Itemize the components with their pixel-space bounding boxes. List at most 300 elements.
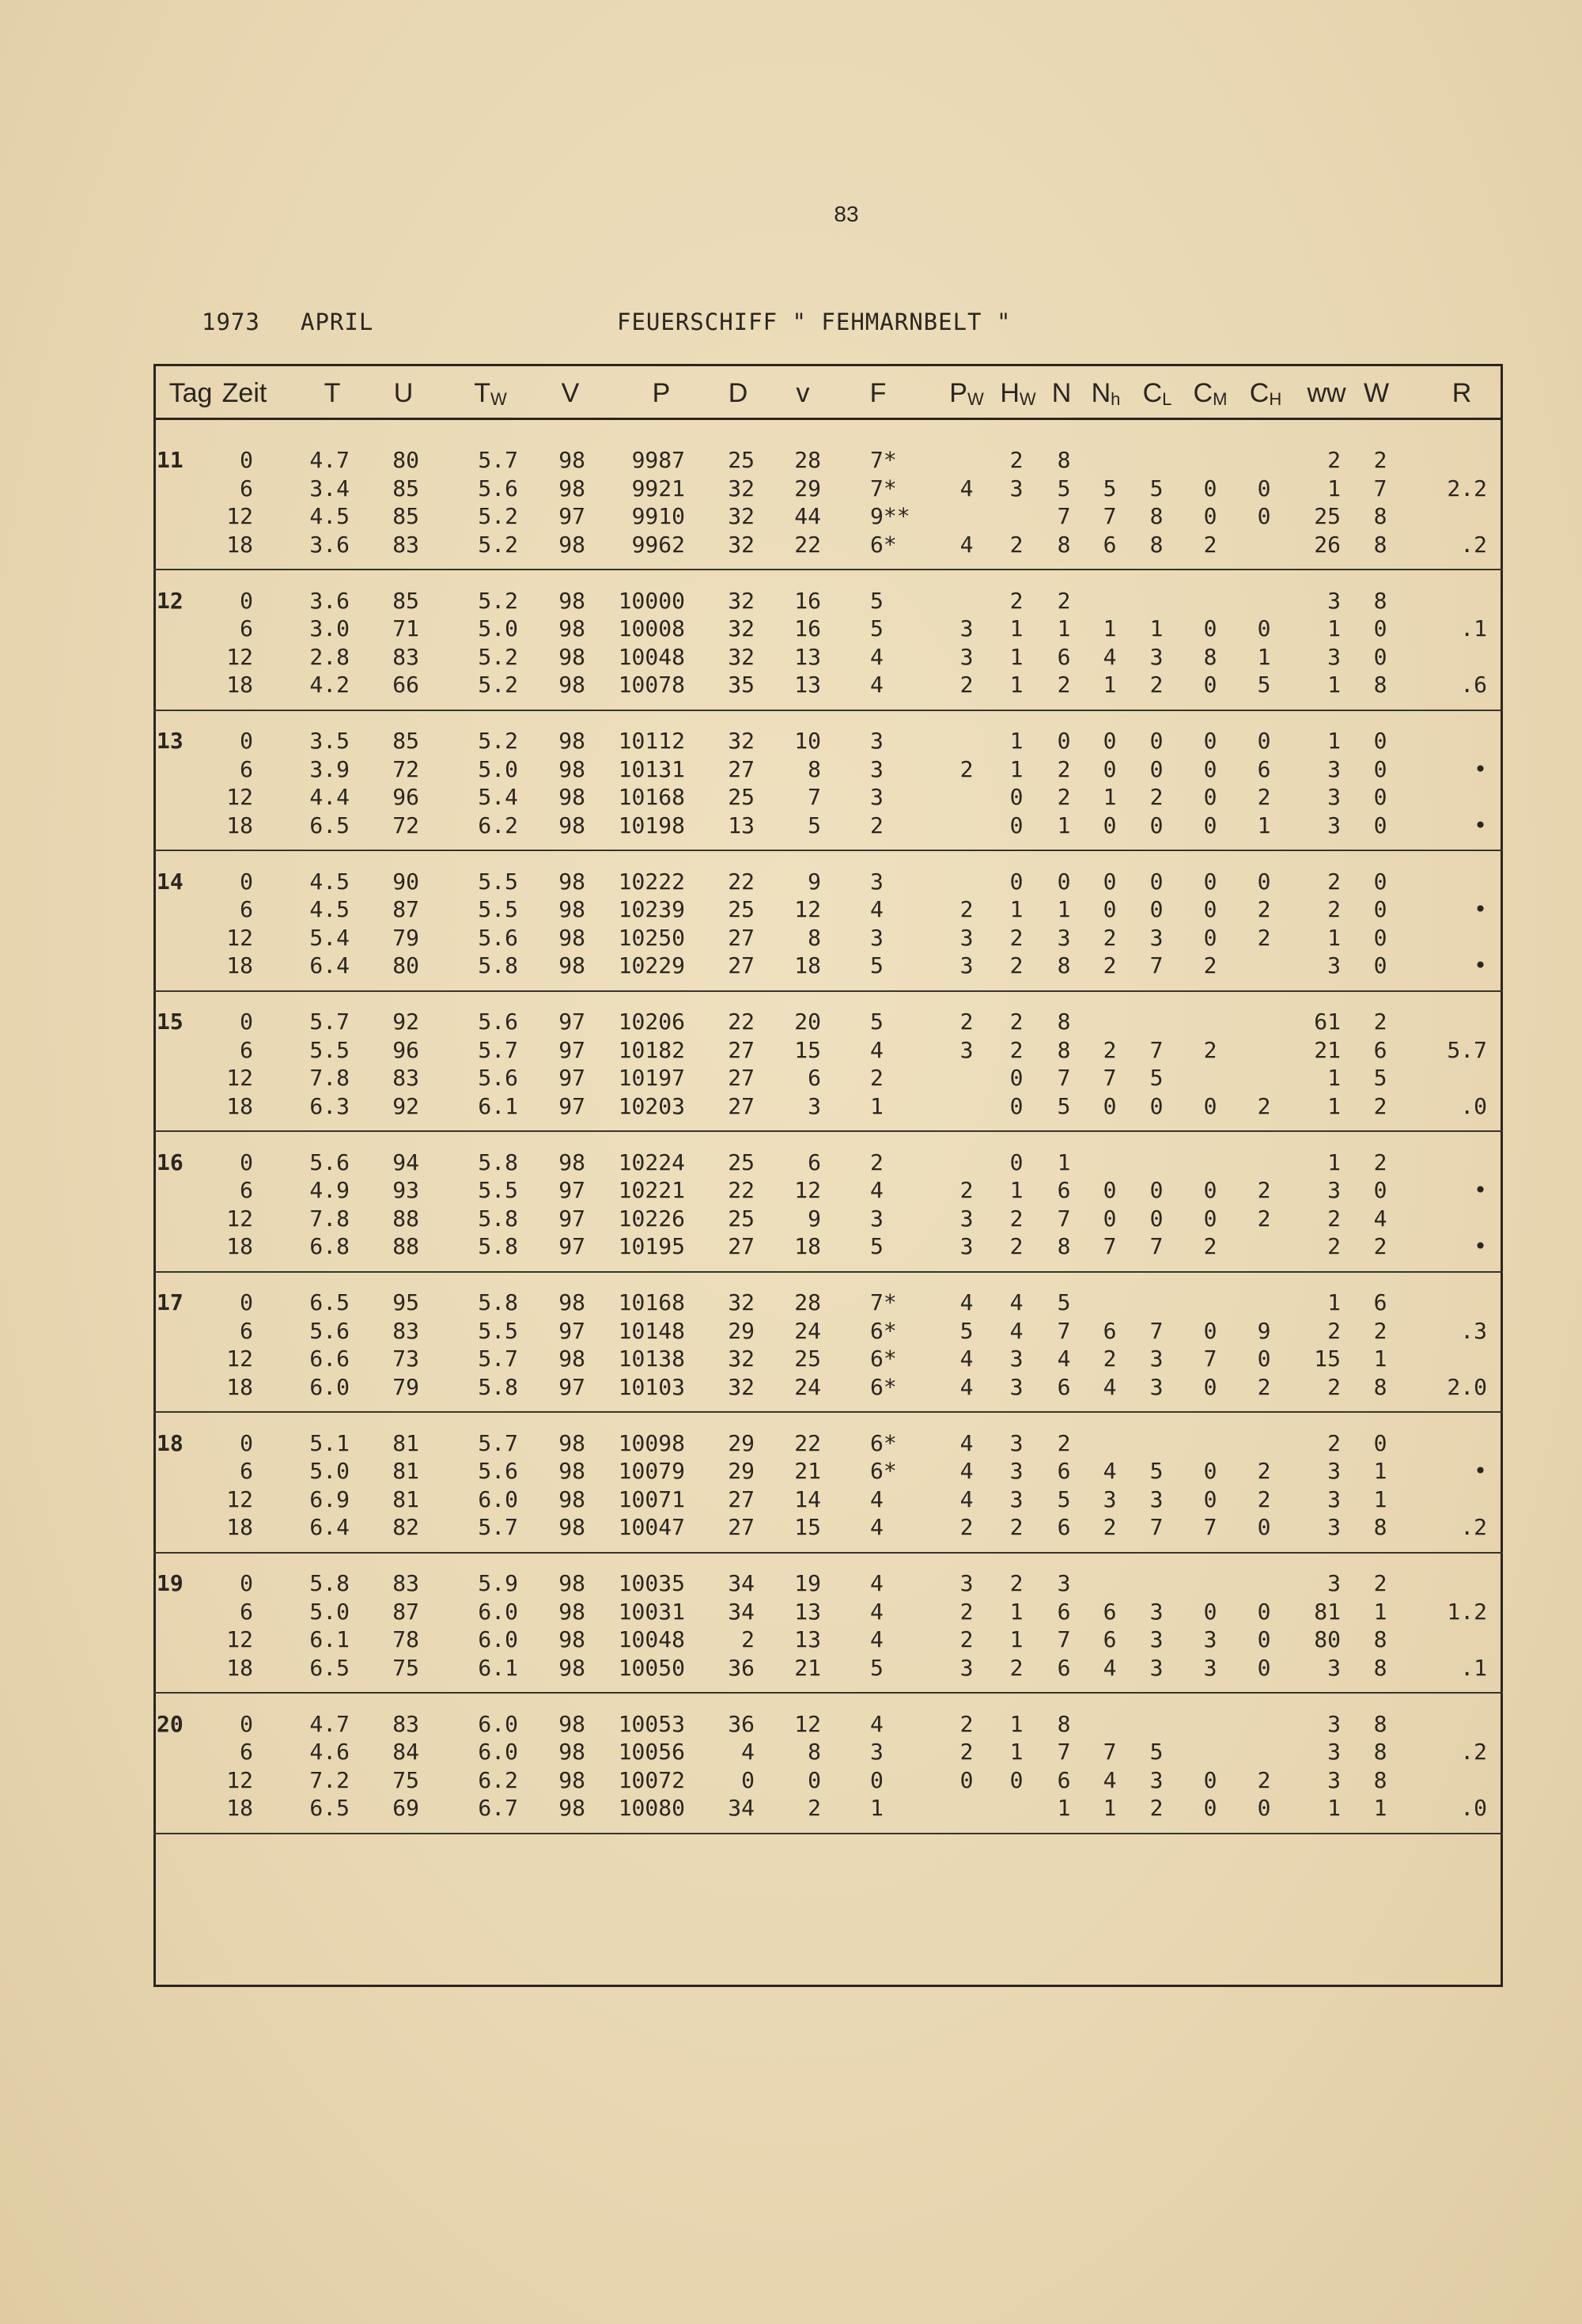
day-tag: 12 (157, 587, 184, 614)
table-cell: 0 (1203, 1317, 1217, 1344)
table-cell: 1 (1009, 755, 1024, 782)
table-cell: 0 (870, 1766, 884, 1793)
table-cell: 0 (1057, 868, 1071, 895)
table-cell: 3 (1009, 1373, 1024, 1400)
table-cell: 7 (1103, 503, 1117, 529)
table-cell: 0 (1373, 728, 1387, 754)
table-cell: 88 (392, 1205, 419, 1232)
table-cell: 5 (870, 1009, 884, 1035)
table-cell: 0 (959, 1766, 974, 1793)
table-cell: 5.7 (478, 1514, 518, 1540)
table-cell: 3 (870, 728, 884, 754)
table-cell: 98 (558, 1739, 585, 1765)
table-cell: 0 (240, 1009, 253, 1035)
table-cell: 0 (1257, 1654, 1271, 1681)
table-cell: 6.9 (309, 1486, 350, 1512)
table-cell: 10168 (618, 784, 685, 810)
table-cell: 8 (1057, 1710, 1071, 1737)
table-cell: 2 (1257, 1486, 1271, 1512)
table-cell: 0 (1203, 1795, 1217, 1821)
table-cell: 2 (870, 1065, 884, 1091)
table-cell: 1 (1373, 1795, 1387, 1821)
table-cell: 98 (558, 672, 585, 698)
table-cell: 10079 (618, 1458, 685, 1484)
table-cell: 10197 (618, 1065, 685, 1091)
table-cell: 10098 (618, 1429, 685, 1456)
table-cell: 7.8 (309, 1205, 350, 1232)
table-cell: 15 (794, 1036, 821, 1063)
table-cell: 7 (1203, 1514, 1217, 1540)
table-cell: 12 (794, 1710, 821, 1737)
table-cell: .0 (1460, 1795, 1487, 1821)
table-cell: 6.5 (309, 1289, 350, 1315)
table-cell: 10112 (618, 728, 685, 754)
table-cell: 6 (808, 1065, 821, 1091)
table-cell: 3 (1327, 1766, 1341, 1793)
table-cell: 44 (794, 503, 821, 529)
table-cell: 5 (1057, 1289, 1071, 1315)
table-cell: 6.8 (309, 1233, 350, 1259)
table-cell: 3 (959, 643, 974, 670)
table-cell: 22 (794, 1429, 821, 1456)
table-cell: 10048 (618, 643, 685, 670)
col-header-v-lower: v (796, 378, 810, 408)
table-cell: 7 (1203, 1346, 1217, 1372)
table-cell: 1 (1057, 812, 1071, 838)
table-cell: 25 (728, 784, 755, 810)
table-cell: 12 (226, 643, 253, 670)
table-cell: 2 (959, 1626, 974, 1652)
table-cell: 7.2 (309, 1766, 350, 1793)
table-cell: 4 (870, 1710, 884, 1737)
col-header-t: T (324, 378, 341, 408)
table-cell: 7 (1057, 503, 1071, 529)
table-cell: 3 (1327, 1458, 1341, 1484)
table-cell: • (1474, 1233, 1487, 1259)
table-cell: 78 (392, 1626, 419, 1652)
table-cell: 96 (392, 784, 419, 810)
table-cell: 2 (1203, 531, 1217, 558)
day-tag: 14 (157, 868, 184, 895)
table-cell: 1 (1257, 812, 1271, 838)
table-cell: 3 (1009, 1429, 1024, 1456)
table-cell: 3 (1327, 1486, 1341, 1512)
table-cell: 61 (1314, 1009, 1341, 1035)
table-cell: 9987 (631, 447, 685, 473)
table-cell: 8 (1373, 1710, 1387, 1737)
table-cell: 0 (240, 1710, 253, 1737)
table-cell: 3.6 (309, 587, 350, 614)
table-cell: 3 (1327, 1654, 1341, 1681)
table-cell: 0 (240, 1570, 253, 1596)
table-cell: 10229 (618, 952, 685, 978)
table-cell: 27 (728, 924, 755, 951)
table-cell: 6.0 (478, 1626, 518, 1652)
table-cell: 3 (1149, 924, 1164, 951)
table-cell: 2 (1327, 1429, 1341, 1456)
table-cell: 1 (1327, 672, 1341, 698)
table-cell: 0 (1103, 812, 1117, 838)
table-cell: 2 (959, 896, 974, 922)
table-cell: 25 (728, 896, 755, 922)
table-cell: 18 (226, 672, 253, 698)
table-cell: 28 (794, 1289, 821, 1315)
table-cell: 0 (1257, 1795, 1271, 1821)
table-cell: 98 (558, 868, 585, 895)
table-cell: 83 (392, 1317, 419, 1344)
table-cell: 97 (558, 1205, 585, 1232)
table-cell: 1 (1327, 1065, 1341, 1091)
table-cell: 8 (1373, 1654, 1387, 1681)
table-cell: 81 (392, 1429, 419, 1456)
table-cell: 32 (728, 728, 755, 754)
table-cell: 3 (959, 1205, 974, 1232)
table-cell: 12 (794, 896, 821, 922)
table-cell: 13 (794, 1626, 821, 1652)
group-separator (153, 1692, 1503, 1694)
table-cell: 5.2 (478, 587, 518, 614)
header-separator (153, 418, 1503, 420)
table-cell: 97 (558, 1009, 585, 1035)
table-cell: 0 (1203, 728, 1217, 754)
table-cell: 0 (1203, 868, 1217, 895)
table-cell: 2 (1257, 924, 1271, 951)
table-cell: 0 (1009, 1092, 1024, 1119)
table-cell: 26 (1314, 531, 1341, 558)
table-cell: 0 (1203, 1458, 1217, 1484)
table-cell: 32 (728, 615, 755, 642)
table-cell: 5.4 (309, 924, 350, 951)
table-cell: 83 (392, 1570, 419, 1596)
table-cell: 5.4 (478, 784, 518, 810)
table-cell: 98 (558, 1429, 585, 1456)
table-cell: 3 (1327, 952, 1341, 978)
table-cell: 27 (728, 1092, 755, 1119)
table-cell: 1 (1327, 615, 1341, 642)
table-cell: 3 (870, 784, 884, 810)
header-title: FEUERSCHIFF " FEHMARNBELT " (617, 308, 1012, 335)
table-cell: 2 (1103, 1346, 1117, 1372)
table-cell: 10203 (618, 1092, 685, 1119)
table-cell: 3 (870, 1739, 884, 1765)
table-cell: • (1474, 952, 1487, 978)
col-header-u: U (393, 378, 414, 408)
table-cell: 2 (1009, 587, 1024, 614)
table-cell: 2 (1057, 784, 1071, 810)
col-header-tag: Tag (168, 378, 213, 408)
table-cell: 2 (1103, 952, 1117, 978)
table-cell: • (1474, 896, 1487, 922)
table-cell: 10222 (618, 868, 685, 895)
table-cell: 12 (226, 1346, 253, 1372)
col-header-r: R (1451, 378, 1472, 408)
table-cell: 85 (392, 587, 419, 614)
table-cell: 6.5 (309, 1654, 350, 1681)
table-cell: 4 (870, 1570, 884, 1596)
group-separator (153, 1271, 1503, 1273)
table-cell: 80 (392, 447, 419, 473)
table-cell: 3 (1149, 643, 1164, 670)
table-cell: .0 (1460, 1092, 1487, 1119)
table-cell: 34 (728, 1795, 755, 1821)
table-cell: 6 (1103, 531, 1117, 558)
table-cell: 0 (1373, 952, 1387, 978)
table-cell: 36 (728, 1710, 755, 1737)
table-cell: 5.6 (309, 1149, 350, 1175)
table-cell: 5.6 (478, 475, 518, 502)
table-cell: 1 (1327, 1149, 1341, 1175)
header-year: 1973 (202, 308, 260, 335)
table-cell: 24 (794, 1317, 821, 1344)
table-cell: 1 (1373, 1486, 1387, 1512)
table-cell: 98 (558, 1710, 585, 1737)
table-cell: 6 (1373, 1036, 1387, 1063)
table-cell: 1.2 (1447, 1598, 1487, 1625)
table-cell: 3.6 (309, 531, 350, 558)
table-cell: 1 (1009, 643, 1024, 670)
table-cell: 8 (1373, 531, 1387, 558)
table-cell: 27 (728, 1486, 755, 1512)
table-cell: 0 (1149, 728, 1164, 754)
table-cell: 0 (1373, 1177, 1387, 1203)
table-cell: 2 (959, 755, 974, 782)
table-cell: 2 (1257, 1092, 1271, 1119)
table-cell: 6.3 (309, 1092, 350, 1119)
table-cell: .1 (1460, 1654, 1487, 1681)
table-cell: 0 (1009, 1149, 1024, 1175)
table-cell: 8 (1373, 1373, 1387, 1400)
table-cell: 1 (1057, 1149, 1071, 1175)
table-cell: 6 (240, 755, 253, 782)
table-cell: 1 (1103, 615, 1117, 642)
table-cell: 5.6 (478, 1458, 518, 1484)
table-cell: 4.2 (309, 672, 350, 698)
table-cell: 3 (870, 755, 884, 782)
table-cell: 12 (226, 1205, 253, 1232)
table-cell: 98 (558, 728, 585, 754)
table-cell: 2 (1257, 1458, 1271, 1484)
table-cell: .2 (1460, 531, 1487, 558)
table-cell: 0 (240, 447, 253, 473)
table-cell: 3 (1057, 924, 1071, 951)
table-cell: 7 (1373, 475, 1387, 502)
table-cell: 5.2 (478, 643, 518, 670)
table-cell: 6.2 (478, 812, 518, 838)
table-cell: 83 (392, 1710, 419, 1737)
table-cell: 0 (1203, 784, 1217, 810)
table-cell: 97 (558, 1065, 585, 1091)
table-cell: 83 (392, 1065, 419, 1091)
table-cell: 22 (728, 1009, 755, 1035)
table-cell: 3 (1149, 1346, 1164, 1372)
table-cell: 27 (728, 1514, 755, 1540)
table-cell: 32 (728, 1373, 755, 1400)
table-cell: .6 (1460, 672, 1487, 698)
table-cell: 5 (870, 615, 884, 642)
table-cell: 10250 (618, 924, 685, 951)
table-cell: 32 (728, 587, 755, 614)
table-cell: 4 (1103, 1458, 1117, 1484)
table-cell: 16 (794, 615, 821, 642)
table-cell: 2 (1149, 672, 1164, 698)
table-cell: 6 (1103, 1598, 1117, 1625)
table-cell: 0 (1373, 1429, 1387, 1456)
table-cell: 3 (808, 1092, 821, 1119)
table-cell: 6 (1057, 1654, 1071, 1681)
table-cell: 9910 (631, 503, 685, 529)
table-cell: 1 (1373, 1458, 1387, 1484)
table-cell: 18 (226, 1092, 253, 1119)
table-cell: 6.4 (309, 1514, 350, 1540)
table-cell: 5 (959, 1317, 974, 1344)
table-cell: 4.9 (309, 1177, 350, 1203)
table-cell: 6.6 (309, 1346, 350, 1372)
table-cell: 0 (1009, 812, 1024, 838)
table-cell: 2 (1373, 447, 1387, 473)
table-cell: 5.0 (309, 1458, 350, 1484)
table-cell: .2 (1460, 1739, 1487, 1765)
table-cell: 2 (1103, 1514, 1117, 1540)
col-header-v-upper: V (561, 378, 580, 408)
table-cell: 4 (1103, 1654, 1117, 1681)
table-cell: 2 (1327, 1205, 1341, 1232)
table-cell: 10078 (618, 672, 685, 698)
table-cell: 8 (1373, 587, 1387, 614)
table-cell: 7 (1149, 1514, 1164, 1540)
header-month: APRIL (301, 308, 374, 335)
table-cell: 72 (392, 755, 419, 782)
table-cell: 0 (1257, 475, 1271, 502)
table-cell: 0 (240, 1149, 253, 1175)
table-cell: 1 (1009, 896, 1024, 922)
table-cell: 10053 (618, 1710, 685, 1737)
table-cell: 5.1 (309, 1429, 350, 1456)
table-cell: 2 (1327, 868, 1341, 895)
table-cell: 5 (1057, 475, 1071, 502)
table-cell: 2 (1009, 447, 1024, 473)
table-cell: 1 (1327, 475, 1341, 502)
table-cell: 9962 (631, 531, 685, 558)
table-cell: 2 (1009, 924, 1024, 951)
table-cell: 1 (1057, 896, 1071, 922)
table-cell: 5 (870, 587, 884, 614)
table-cell: 3 (1149, 1766, 1164, 1793)
table-cell: 6.2 (478, 1766, 518, 1793)
table-cell: 5 (1149, 1458, 1164, 1484)
table-cell: 3.4 (309, 475, 350, 502)
table-cell: 1 (1009, 1177, 1024, 1203)
table-cell: 3 (1009, 1458, 1024, 1484)
table-cell: 19 (794, 1570, 821, 1596)
table-cell: 98 (558, 643, 585, 670)
table-cell: 3 (1327, 1739, 1341, 1765)
table-cell: 8 (1057, 1036, 1071, 1063)
table-cell: 5 (1257, 672, 1271, 698)
table-cell: 7 (1057, 1205, 1071, 1232)
table-cell: 8 (808, 1739, 821, 1765)
table-cell: 0 (1149, 896, 1164, 922)
table-cell: 2 (741, 1626, 755, 1652)
table-cell: 98 (558, 1514, 585, 1540)
table-end-line (153, 1833, 1503, 1834)
table-cell: 27 (728, 755, 755, 782)
table-cell: 5 (1149, 1065, 1164, 1091)
table-cell: 7 (808, 784, 821, 810)
table-cell: 12 (226, 784, 253, 810)
table-cell: 6 (240, 1458, 253, 1484)
table-cell: 5 (1057, 1092, 1071, 1119)
table-cell: 8 (1057, 1233, 1071, 1259)
table-cell: 10048 (618, 1626, 685, 1652)
table-cell: 0 (1203, 1486, 1217, 1512)
table-cell: 10071 (618, 1486, 685, 1512)
table-cell: 98 (558, 1654, 585, 1681)
col-header-tw: $T_W$ (474, 378, 507, 409)
table-cell: 2 (1327, 1233, 1341, 1259)
table-cell: 98 (558, 896, 585, 922)
table-cell: 32 (728, 503, 755, 529)
table-cell: 18 (226, 1514, 253, 1540)
table-cell: 0 (1103, 1177, 1117, 1203)
table-cell: 32 (728, 531, 755, 558)
table-cell: 18 (794, 1233, 821, 1259)
table-cell: 80 (1314, 1626, 1341, 1652)
table-cell: 6 (1057, 1514, 1071, 1540)
table-cell: 2 (1203, 952, 1217, 978)
table-cell: 0 (1257, 868, 1271, 895)
table-cell: 28 (794, 447, 821, 473)
table-cell: 6* (870, 1346, 897, 1372)
table-cell: 83 (392, 643, 419, 670)
table-cell: 10206 (618, 1009, 685, 1035)
table-cell: 2 (1327, 447, 1341, 473)
table-cell: 6 (240, 896, 253, 922)
table-cell: 1 (1373, 1346, 1387, 1372)
table-cell: 2 (1057, 755, 1071, 782)
table-cell: 2 (1373, 1233, 1387, 1259)
table-cell: 3 (1327, 643, 1341, 670)
table-cell: 80 (392, 952, 419, 978)
table-cell: 18 (226, 531, 253, 558)
table-cell: 81 (392, 1486, 419, 1512)
table-cell: 2 (1373, 1317, 1387, 1344)
table-cell: • (1474, 1177, 1487, 1203)
table-cell: 5.0 (478, 755, 518, 782)
table-cell: 2 (1103, 1036, 1117, 1063)
table-cell: 15 (1314, 1346, 1341, 1372)
table-cell: 0 (1257, 1598, 1271, 1625)
table-cell: 14 (794, 1486, 821, 1512)
table-cell: 2 (1327, 1373, 1341, 1400)
table-cell: 98 (558, 615, 585, 642)
table-cell: 10148 (618, 1317, 685, 1344)
table-cell: 3 (1327, 1177, 1341, 1203)
table-cell: 4.5 (309, 896, 350, 922)
table-cell: 7 (1057, 1317, 1071, 1344)
table-cell: 6 (240, 1598, 253, 1625)
table-cell: 7 (1057, 1739, 1071, 1765)
table-cell: 97 (558, 1036, 585, 1063)
table-cell: 98 (558, 1795, 585, 1821)
table-cell: 22 (728, 868, 755, 895)
table-cell: 7* (870, 447, 897, 473)
table-cell: 18 (226, 812, 253, 838)
table-cell: 10050 (618, 1654, 685, 1681)
table-cell: 2 (1257, 1177, 1271, 1203)
table-cell: 34 (728, 1598, 755, 1625)
table-cell: 79 (392, 924, 419, 951)
table-cell: 3.5 (309, 728, 350, 754)
